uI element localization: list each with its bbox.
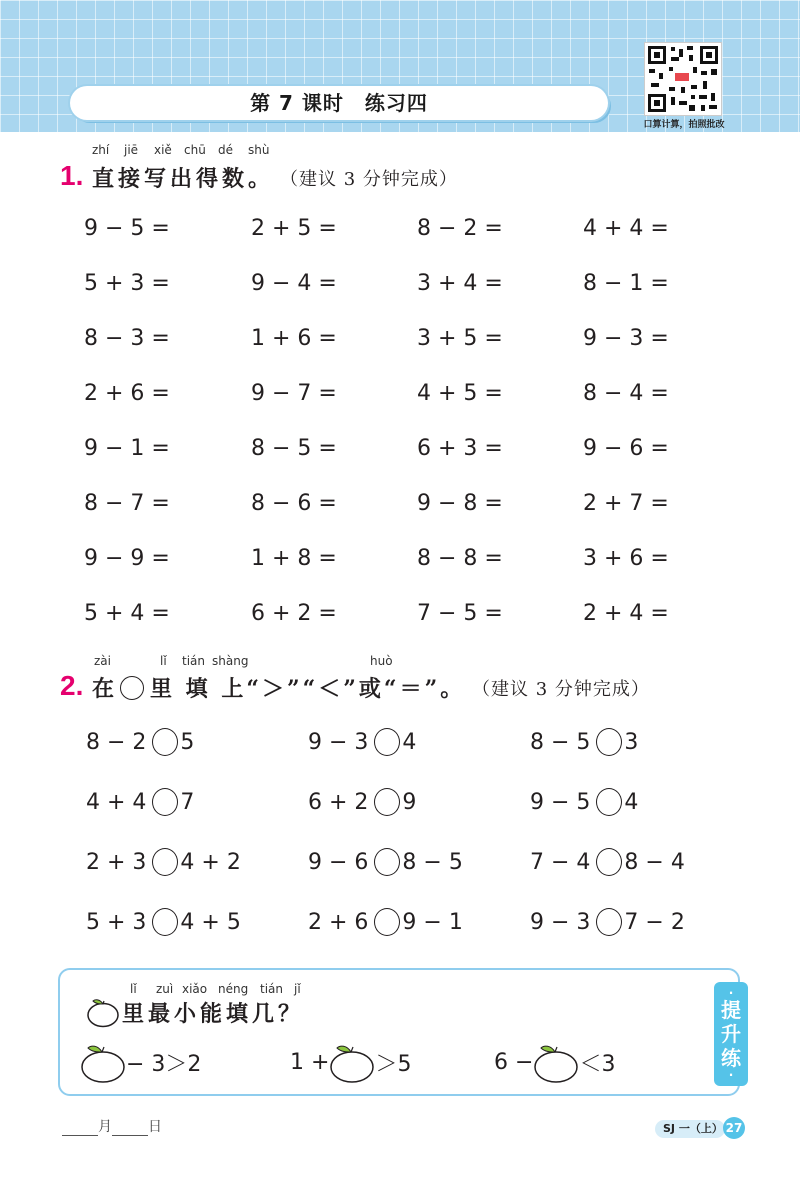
answer-circle[interactable]	[374, 848, 400, 876]
compare-right: 3	[624, 729, 639, 755]
pinyin: tián	[260, 982, 283, 996]
answer-circle[interactable]	[596, 908, 622, 936]
pinyin: shàng	[212, 654, 249, 668]
compare-left: 9 − 6	[308, 849, 369, 875]
compare-right: 4	[624, 789, 639, 815]
bonus-item	[290, 1040, 411, 1084]
section2-heading	[60, 670, 720, 706]
day-label: 日	[148, 1119, 162, 1135]
equation[interactable]: 9 − 1 =	[84, 436, 170, 461]
month-blank[interactable]	[62, 1121, 98, 1136]
equation[interactable]: 8 − 4 =	[583, 381, 669, 406]
equation[interactable]: 5 + 4 =	[84, 601, 170, 626]
equation[interactable]: 6 + 2 =	[251, 601, 337, 626]
pinyin: jiē	[124, 143, 139, 157]
pinyin: dé	[218, 143, 233, 157]
grade-tag: SJ 一（上）	[655, 1120, 725, 1138]
compare-right: 4 + 5	[180, 909, 241, 935]
pinyin: tián	[182, 654, 205, 668]
compare-right: 8 − 5	[402, 849, 463, 875]
bonus-question	[86, 996, 304, 1028]
section1-heading	[60, 160, 560, 196]
equation[interactable]: 4 + 4 =	[583, 216, 669, 241]
compare-left: 6 + 2	[308, 789, 369, 815]
compare-item	[86, 728, 194, 756]
compare-item	[308, 848, 463, 876]
pinyin: xiě	[154, 143, 172, 157]
answer-circle[interactable]	[152, 728, 178, 756]
equation[interactable]: 3 + 6 =	[583, 546, 669, 571]
equation[interactable]: 8 − 2 =	[417, 216, 503, 241]
equation[interactable]: 8 − 8 =	[417, 546, 503, 571]
compare-item	[308, 908, 463, 936]
section1-pinyin	[92, 143, 292, 159]
qr-caption: 口算计算，拍照批改	[643, 120, 725, 130]
compare-left: 8 − 2	[86, 729, 147, 755]
bonus-item	[80, 1040, 201, 1084]
answer-circle[interactable]	[596, 788, 622, 816]
date-field[interactable]	[62, 1116, 162, 1136]
equation[interactable]: 2 + 4 =	[583, 601, 669, 626]
pinyin: zài	[94, 654, 111, 668]
compare-left: 5 + 3	[86, 909, 147, 935]
day-blank[interactable]	[112, 1121, 148, 1136]
pinyin: xiǎo	[182, 982, 208, 996]
section-number: 2.	[60, 670, 84, 701]
compare-left: 7 − 4	[530, 849, 591, 875]
compare-item	[86, 908, 241, 936]
side-tab	[714, 982, 748, 1086]
compare-item	[86, 848, 241, 876]
compare-right: 8 − 4	[624, 849, 685, 875]
bonus-before: 6 −	[494, 1049, 534, 1075]
compare-item	[530, 848, 685, 876]
pinyin: shù	[248, 143, 270, 157]
compare-left: 9 − 5	[530, 789, 591, 815]
pinyin: lǐ	[160, 654, 167, 668]
section-title-a: 在	[92, 676, 119, 702]
equation[interactable]: 4 + 5 =	[417, 381, 503, 406]
equation[interactable]: 7 − 5 =	[417, 601, 503, 626]
answer-circle[interactable]	[374, 788, 400, 816]
equation[interactable]: 3 + 4 =	[417, 271, 503, 296]
orange-icon[interactable]	[533, 1040, 579, 1084]
answer-circle[interactable]	[596, 848, 622, 876]
compare-right: 7	[180, 789, 195, 815]
equation[interactable]: 9 − 8 =	[417, 491, 503, 516]
equation[interactable]: 9 − 5 =	[84, 216, 170, 241]
bonus-after: − 3＞2	[126, 1051, 202, 1077]
answer-circle[interactable]	[152, 908, 178, 936]
equation[interactable]: 8 − 6 =	[251, 491, 337, 516]
tab-char: 练	[721, 1046, 741, 1070]
section-title: 直接写出得数。	[92, 166, 275, 192]
compare-left: 9 − 3	[308, 729, 369, 755]
compare-item	[530, 908, 685, 936]
equation[interactable]: 8 − 7 =	[84, 491, 170, 516]
tab-char: 升	[721, 1022, 741, 1046]
section-note: （建议 3 分钟完成）	[472, 679, 650, 700]
equation[interactable]: 9 − 6 =	[583, 436, 669, 461]
compare-right: 9	[402, 789, 417, 815]
compare-item	[530, 788, 638, 816]
answer-circle[interactable]	[152, 848, 178, 876]
equation[interactable]: 9 − 3 =	[583, 326, 669, 351]
answer-circle[interactable]	[374, 908, 400, 936]
section-note: （建议 3 分钟完成）	[280, 169, 458, 190]
orange-icon[interactable]	[329, 1040, 375, 1084]
tab-char: ·	[728, 986, 734, 1000]
bonus-item	[494, 1040, 615, 1084]
equation[interactable]: 1 + 6 =	[251, 326, 337, 351]
compare-left: 9 − 3	[530, 909, 591, 935]
pinyin: néng	[218, 982, 249, 996]
section2-pinyin	[94, 654, 414, 670]
qr-code-icon[interactable]	[644, 42, 722, 116]
section-number: 1.	[60, 160, 84, 191]
equation[interactable]: 2 + 6 =	[84, 381, 170, 406]
page-number: 27	[723, 1117, 745, 1139]
orange-icon[interactable]	[80, 1040, 126, 1084]
compare-right: 4	[402, 729, 417, 755]
compare-left: 2 + 3	[86, 849, 147, 875]
bonus-question-text: 里最小能填几？	[122, 1000, 305, 1027]
compare-item	[530, 728, 638, 756]
compare-left: 2 + 6	[308, 909, 369, 935]
pinyin: jǐ	[294, 982, 301, 996]
orange-icon	[86, 996, 120, 1028]
pinyin: lǐ	[130, 982, 137, 996]
compare-left: 8 − 5	[530, 729, 591, 755]
equation[interactable]: 9 − 7 =	[251, 381, 337, 406]
equation[interactable]: 2 + 7 =	[583, 491, 669, 516]
pinyin: zuì	[156, 982, 174, 996]
equation[interactable]: 5 + 3 =	[84, 271, 170, 296]
equation[interactable]: 8 − 3 =	[84, 326, 170, 351]
equation[interactable]: 8 − 5 =	[251, 436, 337, 461]
pinyin: zhí	[92, 143, 110, 157]
equation[interactable]: 1 + 8 =	[251, 546, 337, 571]
bonus-after: ＞5	[375, 1051, 412, 1077]
month-label: 月	[98, 1119, 112, 1135]
compare-item	[308, 728, 416, 756]
compare-item	[308, 788, 416, 816]
blank-circle-icon	[120, 676, 144, 700]
bonus-after: ＜3	[579, 1051, 616, 1077]
bonus-before: 1 +	[290, 1049, 330, 1075]
equation[interactable]: 3 + 5 =	[417, 326, 503, 351]
compare-right: 9 − 1	[402, 909, 463, 935]
answer-circle[interactable]	[596, 728, 622, 756]
equation[interactable]: 9 − 9 =	[84, 546, 170, 571]
compare-right: 5	[180, 729, 195, 755]
section-title-b: 里 填 上“＞”“＜”或“＝”。	[150, 676, 466, 702]
tab-char: 提	[721, 998, 741, 1022]
pinyin: chū	[184, 143, 206, 157]
page-title: 第 7 课时 练习四	[70, 86, 608, 120]
answer-circle[interactable]	[374, 728, 400, 756]
equation[interactable]: 9 − 4 =	[251, 271, 337, 296]
compare-right: 7 − 2	[624, 909, 685, 935]
equation[interactable]: 2 + 5 =	[251, 216, 337, 241]
compare-item	[86, 788, 194, 816]
equation[interactable]: 8 − 1 =	[583, 271, 669, 296]
answer-circle[interactable]	[152, 788, 178, 816]
equation[interactable]: 6 + 3 =	[417, 436, 503, 461]
tab-char: ·	[728, 1068, 734, 1082]
compare-right: 4 + 2	[180, 849, 241, 875]
pinyin: huò	[370, 654, 393, 668]
compare-left: 4 + 4	[86, 789, 147, 815]
